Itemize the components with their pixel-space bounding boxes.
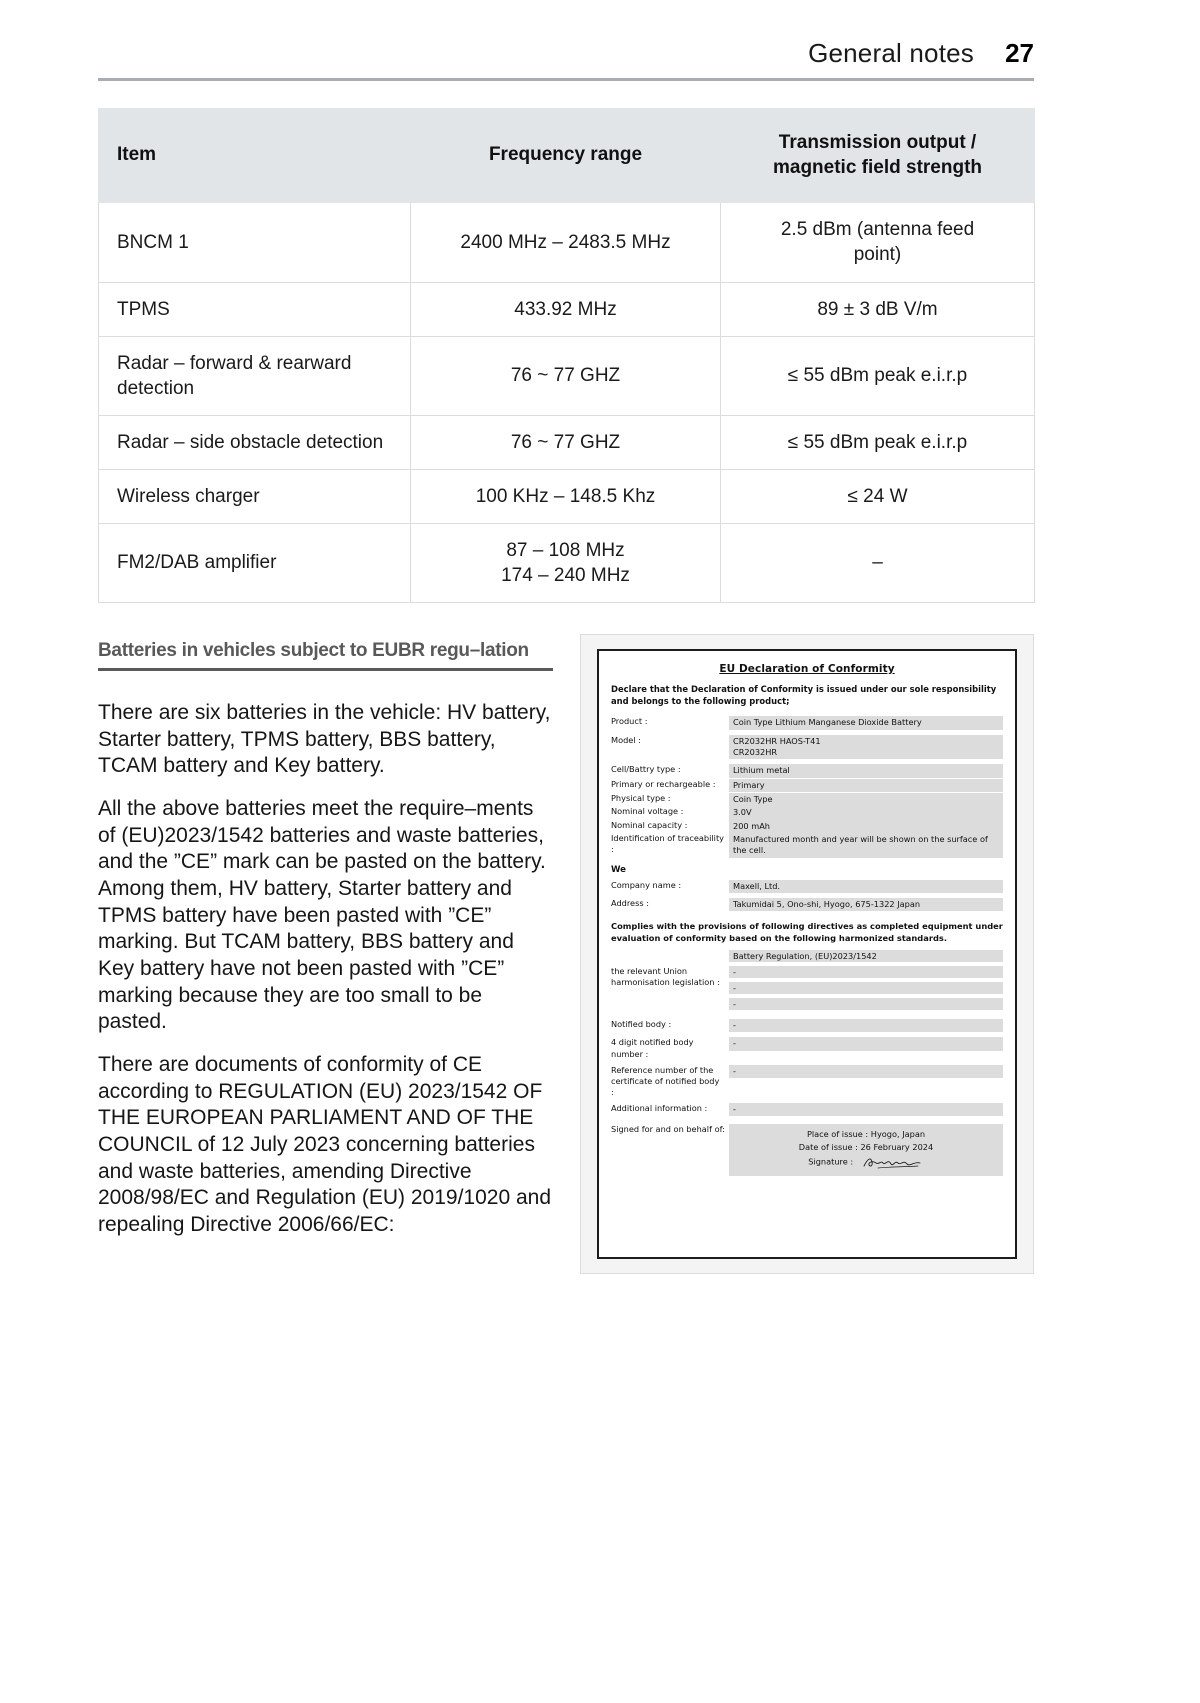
column-header-output-line2: magnetic field strength bbox=[772, 156, 983, 178]
section-heading bbox=[98, 638, 553, 671]
cell-frequency: 100 KHz – 148.5 Khz bbox=[411, 469, 721, 523]
table-header-row bbox=[99, 109, 1035, 203]
certificate-field-company bbox=[611, 880, 1003, 893]
table-row bbox=[99, 336, 1035, 415]
header-divider bbox=[98, 78, 1034, 81]
cell-item: Radar – side obstacle detection bbox=[99, 415, 411, 469]
cell-item: Wireless charger bbox=[99, 469, 411, 523]
field-value-company: Maxell, Ltd. bbox=[729, 880, 1003, 893]
field-label-signed-for: Signed for and on behalf of: bbox=[611, 1124, 725, 1135]
cell-frequency: 76 ~ 77 GHZ bbox=[411, 336, 721, 415]
page-title: General notes bbox=[808, 38, 974, 68]
cell-output-line1: 2.5 dBm (antenna feed bbox=[780, 219, 975, 241]
body-text-column bbox=[98, 700, 553, 1254]
field-label-model: Model : bbox=[611, 734, 641, 745]
field-label-address: Address : bbox=[611, 897, 649, 908]
page-number: 27 bbox=[1005, 38, 1034, 68]
certificate-field-cell-type bbox=[611, 764, 1003, 777]
field-label-physical-type: Physical type : bbox=[611, 792, 671, 803]
table-row bbox=[99, 469, 1035, 523]
table-body bbox=[99, 203, 1035, 603]
cell-frequency bbox=[411, 523, 721, 602]
field-label-company: Company name : bbox=[611, 879, 682, 890]
table-header bbox=[99, 109, 1035, 203]
field-value-union-legislation-3: - bbox=[729, 998, 1003, 1010]
signature-label: Signature : bbox=[808, 1156, 854, 1167]
cell-frequency-line1: 87 – 108 MHz bbox=[506, 539, 625, 561]
certificate-title: EU Declaration of Conformity bbox=[719, 663, 895, 675]
field-value-traceability: Manufactured month and year will be shown on the surface of the cell. bbox=[729, 833, 1003, 858]
field-value-product: Coin Type Lithium Manganese Dioxide Battery bbox=[729, 716, 1003, 729]
signature-row bbox=[735, 1154, 997, 1170]
certificate-field-nominal-voltage bbox=[611, 806, 1003, 819]
cell-output: 89 ± 3 dB V/m bbox=[721, 282, 1035, 336]
cell-output: – bbox=[721, 523, 1035, 602]
column-header-frequency: Frequency range bbox=[411, 109, 721, 203]
certificate-field-product bbox=[611, 716, 1003, 729]
cell-output: ≤ 55 dBm peak e.i.r.p bbox=[721, 415, 1035, 469]
field-label-additional-info: Additional information : bbox=[611, 1102, 708, 1113]
certificate-field-union-legislation bbox=[611, 966, 1003, 1014]
certificate-signature-block bbox=[611, 1124, 1003, 1176]
field-value-reference-number: - bbox=[729, 1065, 1003, 1078]
date-of-issue: Date of issue : 26 February 2024 bbox=[798, 1142, 934, 1153]
section-heading-rule bbox=[98, 668, 553, 671]
certificate-field-address bbox=[611, 898, 1003, 911]
certificate-field-traceability bbox=[611, 833, 1003, 858]
field-value-physical-type: Coin Type bbox=[729, 793, 1003, 806]
eu-declaration-image-frame bbox=[580, 634, 1034, 1274]
certificate-field-notified-number bbox=[611, 1037, 1003, 1059]
certificate-field-primary bbox=[611, 779, 1003, 792]
certificate-field-nominal-capacity bbox=[611, 820, 1003, 833]
field-value-nominal-voltage: 3.0V bbox=[729, 806, 1003, 819]
certificate-field-notified-body bbox=[611, 1019, 1003, 1032]
field-label-product: Product : bbox=[611, 716, 648, 727]
certificate-field-additional-info bbox=[611, 1103, 1003, 1116]
paragraph-batteries-list: There are six batteries in the vehicle: HV battery, Starter battery, TPMS battery, BBS battery, TCAM battery and Key battery. bbox=[98, 701, 551, 778]
certificate-field-reference-number bbox=[611, 1065, 1003, 1098]
field-value-notified-body: - bbox=[729, 1019, 1003, 1032]
field-value-cell-type: Lithium metal bbox=[729, 764, 1003, 777]
column-header-item: Item bbox=[99, 109, 411, 203]
certificate-lead-text: Declare that the Declaration of Conformity is issued under our sole responsibility and belongs to the following product; bbox=[611, 684, 997, 707]
field-value-model-line1: CR2032HR HAOS-T41 bbox=[733, 735, 821, 746]
field-value-additional-info: - bbox=[729, 1103, 1003, 1116]
paragraph-ce-marking: All the above batteries meet the require–ments of (EU)2023/1542 batteries and waste batteries, and the ”CE” mark can be pasted on the battery. Among them, HV battery, Starter battery and TPMS battery have been pasted with ”CE” marking. But TCAM battery, BBS battery and Key battery have not been pasted with ”CE” marking because they are too small to be pasted. bbox=[98, 796, 546, 1034]
paragraph-regulation-reference: There are documents of conformity of CE according to REGULATION (EU) 2023/1542 OF THE EUROPEAN PARLIAMENT AND OF THE COUNCIL of 12 July 2023 concerning batteries and waste batteries, amending Directive 2008/98/EC and Regulation (EU) 2019/1020 and repealing Directive 2006/66/EC: bbox=[98, 1052, 551, 1236]
field-label-union-legislation: the relevant Union harmonisation legislation : bbox=[611, 966, 720, 988]
place-of-issue: Place of issue : Hyogo, Japan bbox=[806, 1129, 926, 1140]
column-header-output-line1: Transmission output / bbox=[778, 132, 977, 153]
cell-frequency: 2400 MHz – 2483.5 MHz bbox=[411, 203, 721, 282]
field-value-notified-number: - bbox=[729, 1037, 1003, 1050]
handwritten-signature-icon bbox=[862, 1154, 924, 1170]
field-value-union-legislation-2: - bbox=[729, 982, 1003, 994]
radio-equipment-spec-table bbox=[98, 108, 1035, 603]
field-label-cell-type: Cell/Battry type : bbox=[611, 764, 681, 775]
cell-frequency-line2: 174 – 240 MHz bbox=[501, 565, 630, 586]
cell-output: ≤ 24 W bbox=[721, 469, 1035, 523]
field-label-notified-number: 4 digit notified body number : bbox=[611, 1037, 694, 1059]
column-header-output bbox=[721, 109, 1035, 203]
field-value-address: Takumidai 5, Ono-shi, Hyogo, 675-1322 Japan bbox=[729, 898, 1003, 911]
section-heading-text: Batteries in vehicles subject to EUBR regu–lation bbox=[98, 640, 529, 661]
field-value-union-legislation-group bbox=[729, 966, 1003, 1014]
cell-frequency: 433.92 MHz bbox=[411, 282, 721, 336]
certificate-complies-text: Complies with the provisions of following directives as completed equipment under evaluation of conformity based on the following harmonized standards. bbox=[611, 921, 1003, 944]
field-value-model-line2: CR2032HR bbox=[733, 747, 778, 757]
certificate-regulation-value: Battery Regulation, (EU)2023/1542 bbox=[729, 950, 1003, 962]
table-row bbox=[99, 282, 1035, 336]
field-label-notified-body: Notified body : bbox=[611, 1019, 672, 1030]
page-header bbox=[98, 38, 1034, 69]
cell-item: TPMS bbox=[99, 282, 411, 336]
field-label-primary: Primary or rechargeable : bbox=[611, 778, 716, 789]
field-label-nominal-capacity: Nominal capacity : bbox=[611, 819, 688, 830]
cell-output bbox=[721, 203, 1035, 282]
field-value-union-legislation-1: - bbox=[729, 966, 1003, 978]
cell-frequency: 76 ~ 77 GHZ bbox=[411, 415, 721, 469]
signature-details bbox=[729, 1124, 1003, 1176]
field-value-primary: Primary bbox=[729, 779, 1003, 792]
field-value-nominal-capacity: 200 mAh bbox=[729, 820, 1003, 833]
table-row bbox=[99, 415, 1035, 469]
cell-item: BNCM 1 bbox=[99, 203, 411, 282]
cell-output: ≤ 55 dBm peak e.i.r.p bbox=[721, 336, 1035, 415]
certificate-we-label: We bbox=[611, 864, 627, 875]
certificate-field-physical-type bbox=[611, 793, 1003, 806]
field-value-model bbox=[729, 735, 1003, 760]
table-row bbox=[99, 523, 1035, 602]
eu-declaration-document bbox=[597, 649, 1017, 1259]
field-label-reference-number: Reference number of the certificate of notified body : bbox=[611, 1064, 720, 1097]
table-row bbox=[99, 203, 1035, 282]
certificate-field-model bbox=[611, 735, 1003, 760]
field-label-traceability: Identification of traceability : bbox=[611, 832, 725, 854]
cell-item: FM2/DAB amplifier bbox=[99, 523, 411, 602]
cell-item: Radar – forward & rearward detection bbox=[99, 336, 411, 415]
cell-output-line2: point) bbox=[853, 244, 902, 266]
field-label-nominal-voltage: Nominal voltage : bbox=[611, 806, 684, 817]
